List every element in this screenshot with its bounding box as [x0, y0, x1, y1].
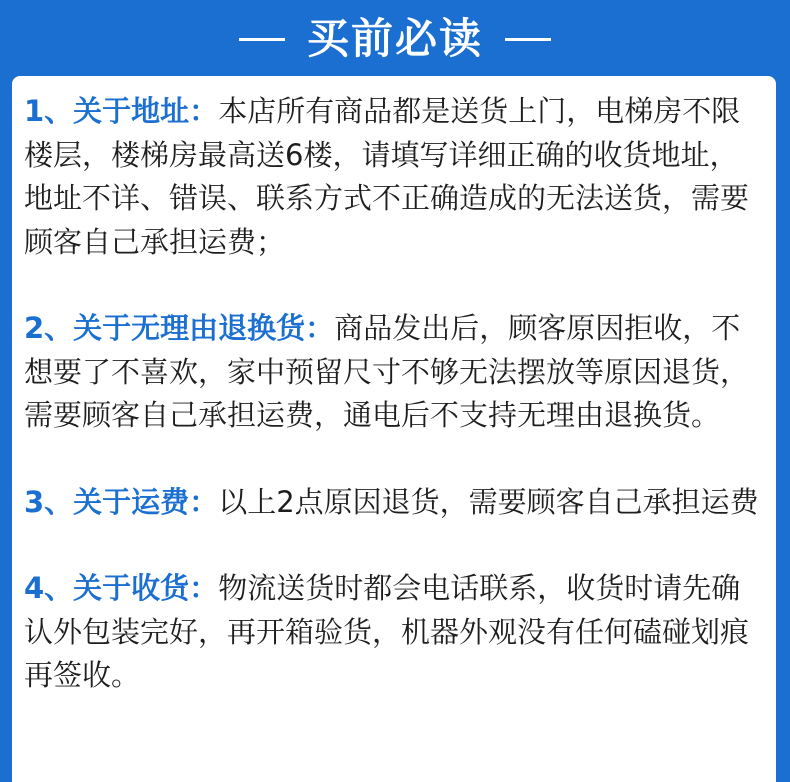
section-label: 1、关于地址：	[24, 94, 219, 128]
notice-section-receiving	[24, 567, 766, 698]
section-label: 4、关于收货：	[24, 571, 219, 605]
header-left-line	[239, 38, 285, 41]
section-label: 2、关于无理由退换货：	[24, 311, 335, 345]
notice-card	[12, 76, 776, 782]
notice-section-address	[24, 90, 766, 264]
section-text: 以上2点原因退货，需要顾客自己承担运费	[218, 484, 759, 519]
header-title: 买前必读	[306, 14, 483, 63]
section-label: 3、关于运费：	[24, 484, 219, 519]
notice-section-shipping-fee	[24, 481, 766, 525]
section-text: 商品发出后，顾客原因拒收，不想要了不喜欢，家中预留尺寸不够无法摆放等原因退货，需要顾客自己承担运费，通电后不支持无理由退换货。	[24, 311, 750, 432]
header-right-line	[505, 38, 551, 41]
section-text: 本店所有商品都是送货上门，电梯房不限楼层，楼梯房最高送6楼，请填写详细正确的收货地址，地址不详、错误、联系方式不正确造成的无法送货，需要顾客自己承担运费；	[24, 94, 750, 259]
header	[0, 8, 790, 70]
notice-section-returns	[24, 307, 766, 438]
section-text: 物流送货时都会电话联系，收货时请先确认外包装完好，再开箱验货，机器外观没有任何磕碰划痕再签收。	[24, 571, 750, 692]
